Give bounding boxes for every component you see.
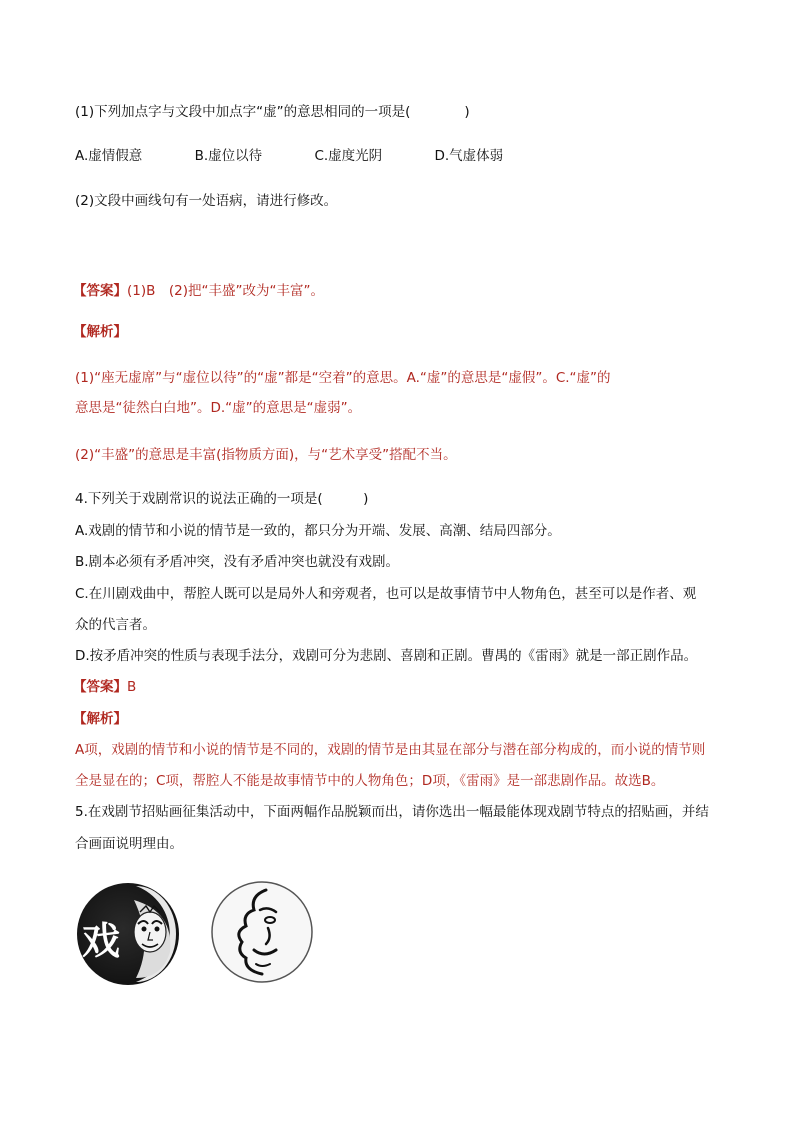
q3-answer-text: (1)B (2)把“丰盛”改为“丰富”。 (127, 283, 324, 299)
q4-option-d: D.按矛盾冲突的性质与表现手法分，戏剧可分为悲剧、喜剧和正剧。曹禺的《雷雨》就是一部正剧作品。 (75, 648, 698, 664)
q4-option-b: B.剧本必须有矛盾冲突，没有矛盾冲突也就没有戏剧。 (75, 554, 400, 570)
q3-option-d: D.气虚体弱 (434, 148, 504, 164)
q4-answer-label: 【答案】 (73, 679, 127, 695)
q4-answer-text: B (127, 679, 137, 695)
q3-option-b: B.虚位以待 (194, 148, 263, 164)
q5-stem-line-2: 合画面说明理由。 (75, 836, 183, 852)
poster-1-image (76, 882, 180, 986)
q3-sub1: (1)下列加点字与文段中加点字“虚”的意思相同的一项是( ) (75, 104, 470, 120)
q3-answer (73, 281, 324, 301)
q3-options (75, 146, 503, 166)
q4-analysis-line-2: 全是显在的；C项，帮腔人不能是故事情节中的人物角色；D项，《雷雨》是一部悲剧作品。故选B。 (75, 773, 665, 789)
q4-stem: 4.下列关于戏剧常识的说法正确的一项是( ) (75, 491, 369, 507)
poster-2-image (210, 880, 314, 984)
q3-option-a: A.虚情假意 (75, 148, 143, 164)
q3-sub2: (2)文段中画线句有一处语病，请进行修改。 (75, 193, 338, 209)
q3-analysis-label: 【解析】 (73, 324, 127, 340)
q3-analysis-line-2: 意思是“徒然白白地”。D.“虚”的意思是“虚弱”。 (75, 400, 362, 416)
q4-option-c-line-2: 众的代言者。 (75, 617, 156, 633)
q4-option-a: A.戏剧的情节和小说的情节是一致的，都只分为开端、发展、高潮、结局四部分。 (75, 523, 561, 539)
q3-analysis-line-1: (1)“座无虚席”与“虚位以待”的“虚”都是“空着”的意思。A.“虚”的意思是“虚假”。C.“虚”的 (75, 370, 611, 386)
poster-1-glyph: 戏 (82, 918, 121, 963)
q4-option-c-line-1: C.在川剧戏曲中，帮腔人既可以是局外人和旁观者，也可以是故事情节中人物角色，甚至可以是作者、观 (75, 586, 697, 602)
q3-option-c: C.虚度光阴 (314, 148, 383, 164)
q4-analysis-label: 【解析】 (73, 711, 127, 727)
q4-analysis-line-1: A项，戏剧的情节和小说的情节是不同的，戏剧的情节是由其显在部分与潜在部分构成的，而小说的情节则 (75, 742, 706, 758)
q5-stem-line-1: 5.在戏剧节招贴画征集活动中，下面两幅作品脱颖而出，请你选出一幅最能体现戏剧节特点的招贴画，并结 (75, 804, 709, 820)
q3-answer-label: 【答案】 (73, 283, 127, 299)
q3-analysis-line-3: (2)“丰盛”的意思是丰富(指物质方面)，与“艺术享受”搭配不当。 (75, 447, 457, 463)
q4-answer (73, 677, 136, 697)
